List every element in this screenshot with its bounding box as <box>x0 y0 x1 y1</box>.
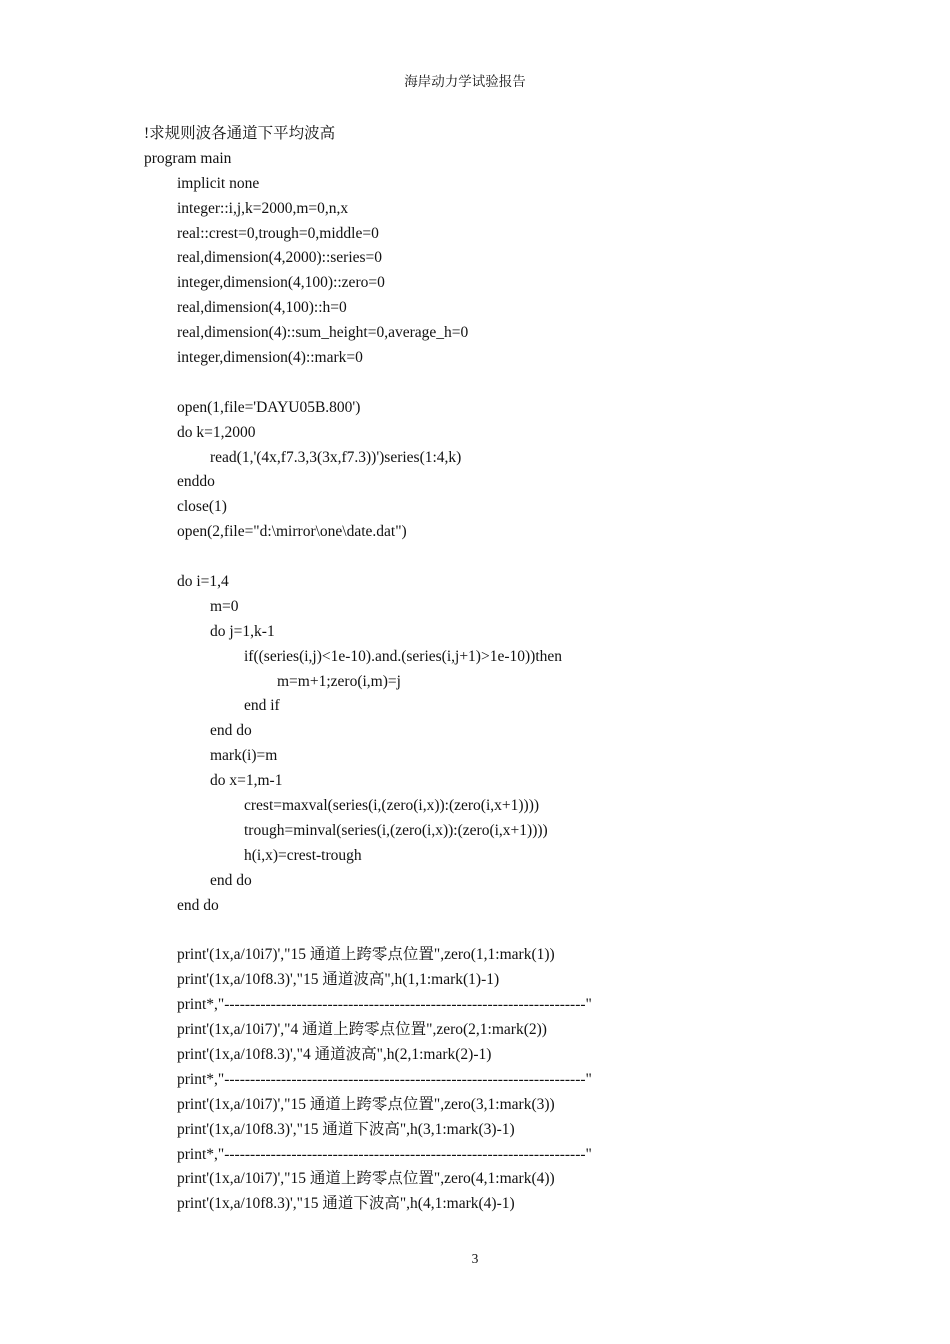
code-line: integer,dimension(4,100)::zero=0 <box>177 274 385 292</box>
code-line: implicit none <box>177 174 260 192</box>
code-line: open(2,file="d:\mirror\one\date.dat") <box>177 523 407 541</box>
code-line: real,dimension(4,100)::h=0 <box>177 299 347 317</box>
code-line: real,dimension(4,2000)::series=0 <box>177 249 383 267</box>
code-line: m=m+1;zero(i,m)=j <box>277 672 401 690</box>
code-line: close(1) <box>177 498 227 516</box>
code-line: open(1,file='DAYU05B.800') <box>177 398 361 416</box>
page-header-title: 海岸动力学试验报告 <box>404 74 526 89</box>
code-line: print'(1x,a/10f8.3)',"15 通道下波高",h(4,1:mark(4)-1) <box>177 1195 515 1213</box>
code-line: if((series(i,j)<1e-10).and.(series(i,j+1)>1e-10))then <box>244 647 563 665</box>
page-number: 3 <box>471 1251 479 1266</box>
code-separator-line: print*,"----------------------------------------------------------------------" <box>177 996 592 1014</box>
code-line: print'(1x,a/10f8.3)',"4 通道波高",h(2,1:mark(2)-1) <box>177 1045 492 1063</box>
code-line: do j=1,k-1 <box>210 622 275 640</box>
code-line: real,dimension(4)::sum_height=0,average_h=0 <box>177 324 469 342</box>
code-line: h(i,x)=crest-trough <box>244 846 362 864</box>
code-line: program main <box>144 149 232 167</box>
code-line: trough=minval(series(i,(zero(i,x)):(zero(i,x+1)))) <box>244 821 548 839</box>
code-line: print'(1x,a/10f8.3)',"15 通道下波高",h(3,1:mark(3)-1) <box>177 1120 515 1138</box>
code-line: end do <box>177 896 219 914</box>
code-blank-line <box>144 919 844 944</box>
code-line: print'(1x,a/10i7)',"4 通道上跨零点位置",zero(2,1:mark(2)) <box>177 1021 547 1039</box>
code-line: end do <box>210 871 252 889</box>
code-line: do x=1,m-1 <box>210 772 283 790</box>
code-line: integer::i,j,k=2000,m=0,n,x <box>177 199 349 217</box>
code-line: end if <box>244 697 280 715</box>
code-line: mark(i)=m <box>210 747 278 765</box>
code-line: real::crest=0,trough=0,middle=0 <box>177 224 379 242</box>
code-line: do i=1,4 <box>177 573 229 591</box>
code-line: do k=1,2000 <box>177 423 256 441</box>
code-listing <box>144 122 844 1217</box>
code-line: m=0 <box>210 597 239 615</box>
code-line: print'(1x,a/10i7)',"15 通道上跨零点位置",zero(4,1:mark(4)) <box>177 1170 555 1188</box>
code-blank-line <box>144 371 844 396</box>
code-line: enddo <box>177 473 215 491</box>
code-blank-line <box>144 545 844 570</box>
code-line: print'(1x,a/10i7)',"15 通道上跨零点位置",zero(1,1:mark(1)) <box>177 946 555 964</box>
code-separator-line: print*,"----------------------------------------------------------------------" <box>177 1070 592 1088</box>
code-separator-line: print*,"----------------------------------------------------------------------" <box>177 1145 592 1163</box>
code-line: integer,dimension(4)::mark=0 <box>177 349 363 367</box>
code-line: end do <box>210 722 252 740</box>
code-line: read(1,'(4x,f7.3,3(3x,f7.3))')series(1:4,k) <box>210 448 462 466</box>
code-line: crest=maxval(series(i,(zero(i,x)):(zero(i,x+1)))) <box>244 797 540 815</box>
code-comment-line: !求规则波各通道下平均波高 <box>144 125 336 142</box>
code-line: print'(1x,a/10i7)',"15 通道上跨零点位置",zero(3,1:mark(3)) <box>177 1095 555 1113</box>
code-line: print'(1x,a/10f8.3)',"15 通道波高",h(1,1:mark(1)-1) <box>177 971 500 989</box>
